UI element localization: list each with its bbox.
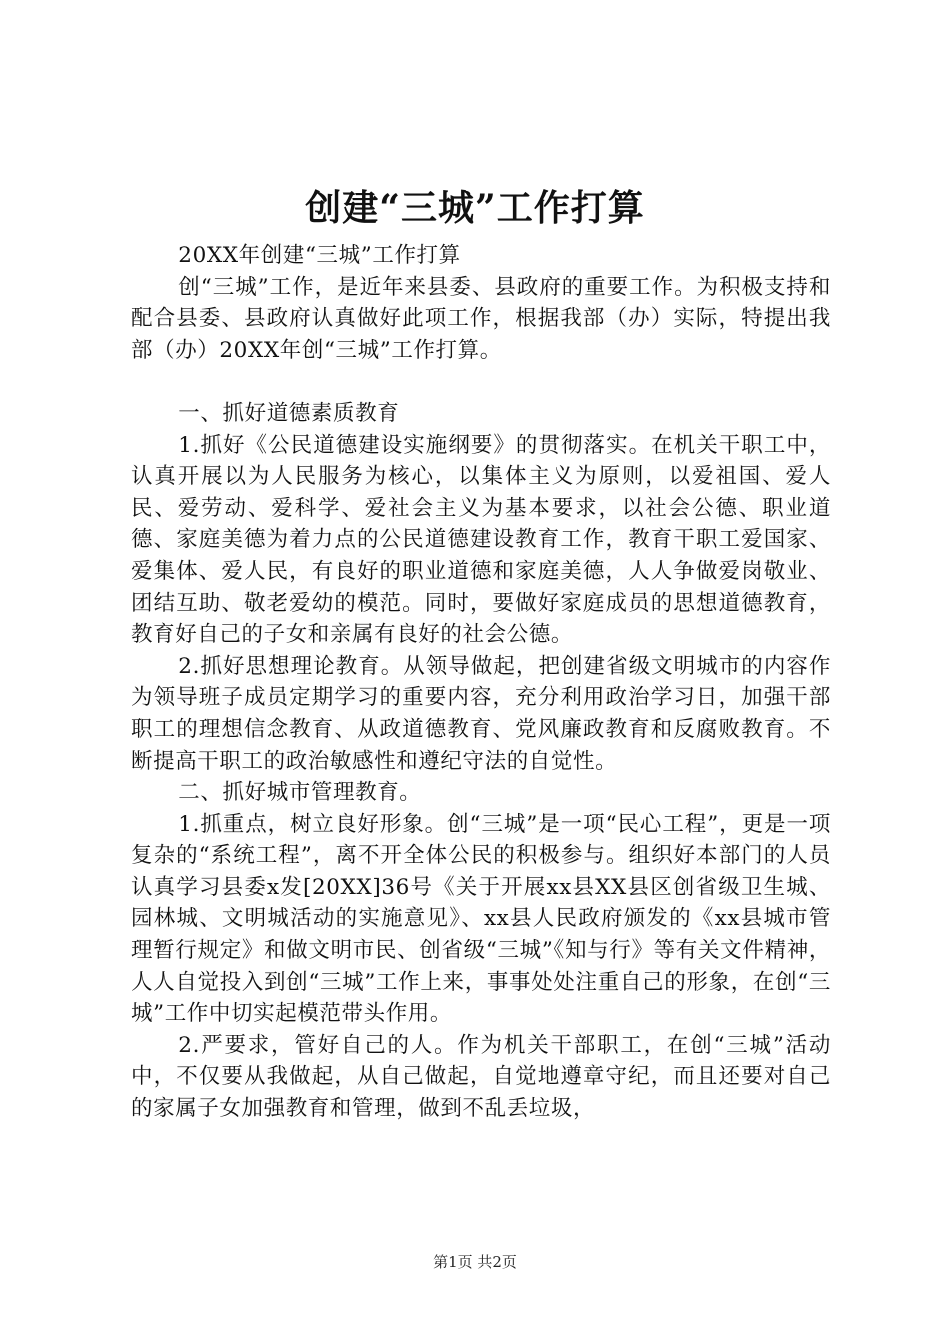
- section-heading-2: 二、抓好城市管理教育。: [178, 780, 422, 806]
- document-title: 创建“三城”工作打算: [305, 187, 645, 229]
- section-1-item-2: 2.抓好思想理论教育。从领导做起，把创建省级文明城市的内容作为领导班子成员定期学习的重要内容，充分利用政治学习日，加强干部职工的理想信念教育、从政道德教育、党风廉政教育和反腐败教育。不断提高干职工的政治敏感性和遵纪守法的自觉性。: [131, 653, 831, 774]
- intro-paragraph: 创“三城”工作，是近年来县委、县政府的重要工作。为积极支持和配合县委、县政府认真做好此项工作，根据我部（办）实际，特提出我部（办）20XX年创“三城”工作打算。: [131, 274, 831, 363]
- page-footer: 第1页 共2页: [433, 1253, 517, 1271]
- document-body: [131, 240, 831, 1125]
- section-1-item-1: 1.抓好《公民道德建设实施纲要》的贯彻落实。在机关干职工中，认真开展以为人民服务为核心，以集体主义为原则，以爱祖国、爱人民、爱劳动、爱科学、爱社会主义为基本要求，以社会公德、职业道德、家庭美德为着力点的公民道德建设教育工作，教育干职工爱国家、爱集体、爱人民，有良好的职业道德和家庭美德，人人争做爱岗敬业、团结互助、敬老爱幼的模范。同时，要做好家庭成员的思想道德教育，教育好自己的子女和亲属有良好的社会公德。: [131, 432, 831, 648]
- subtitle-line: 20XX年创建“三城”工作打算: [178, 243, 461, 268]
- section-heading-1: 一、抓好道德素质教育: [178, 400, 400, 426]
- paragraph-spacer: [131, 366, 831, 398]
- section-2-item-2: 2.严要求，管好自己的人。作为机关干部职工，在创“三城”活动中，不仅要从我做起，从自己做起，自觉地遵章守纪，而且还要对自己的家属子女加强教育和管理，做到不乱丢垃圾，: [131, 1032, 831, 1122]
- section-2-item-1: 1.抓重点，树立良好形象。创“三城”是一项“民心工程”，更是一项复杂的“系统工程”，离不开全体公民的积极参与。组织好本部门的人员认真学习县委x发[20XX]36号《关于开展xx县XX县区创省级卫生城、园林城、文明城活动的实施意见》、xx县人民政府颁发的《xx县城市管理暂行规定》和做文明市民、创省级“三城”《知与行》等有关文件精神，人人自觉投入到创“三城”工作上来，事事处处注重自己的形象，在创“三城”工作中切实起模范带头作用。: [131, 811, 831, 1027]
